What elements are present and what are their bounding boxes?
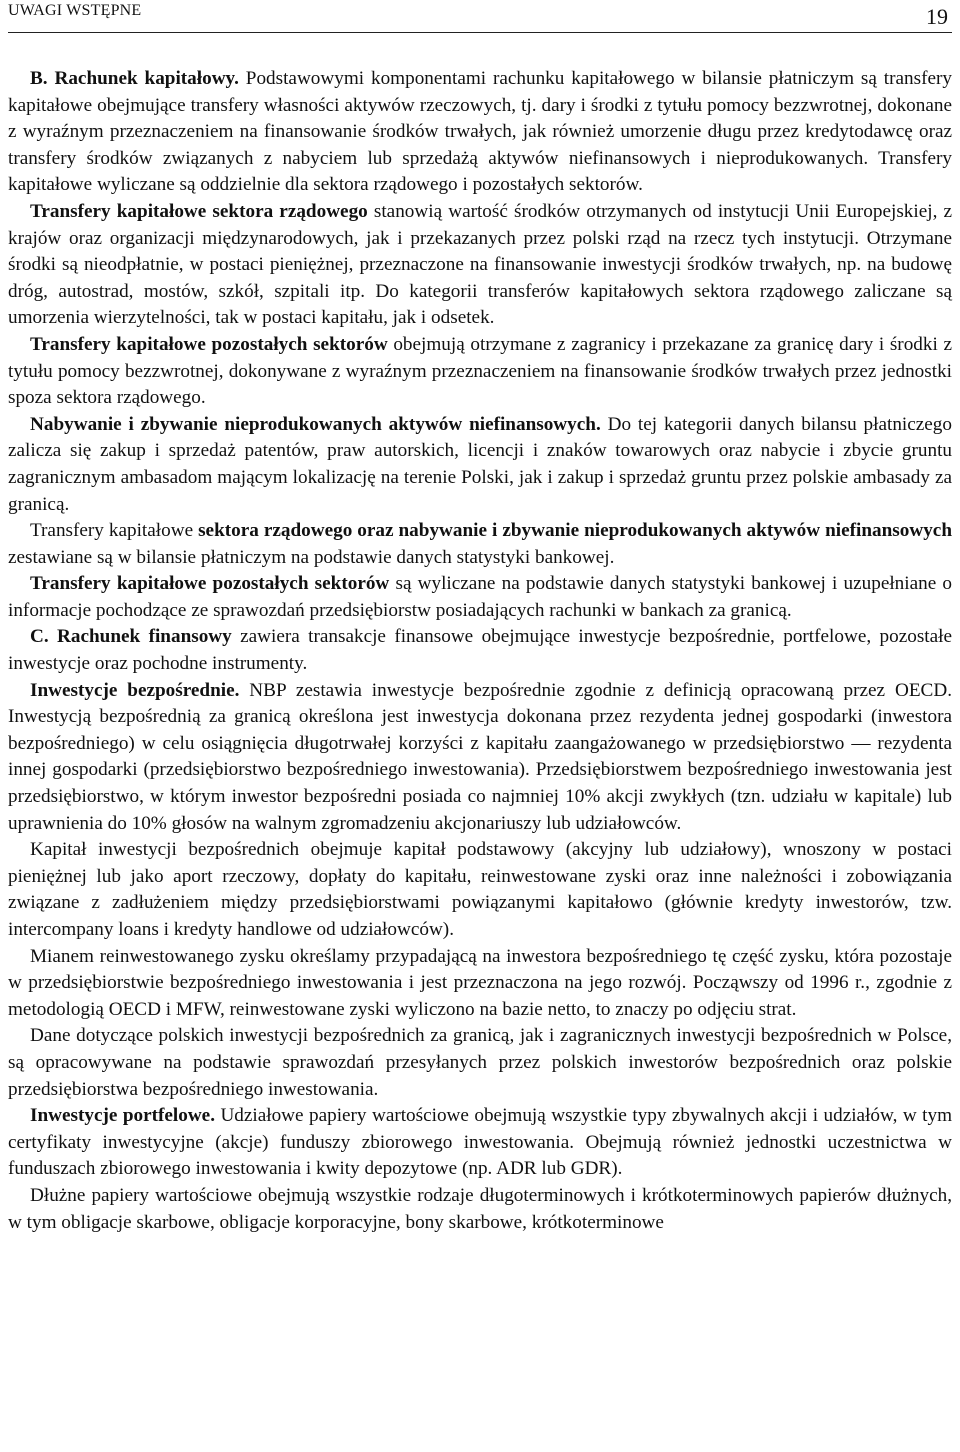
paragraph-text: Podstawowymi komponentami rachunku kapitałowego w bilansie płatniczym są transfery kapitałowe obejmujące transfery własności aktywów rzeczowych, tj. dary i środki z tytułu pomocy bezzwrotnej, dokonane z wyraźnym przeznaczeniem na finansowanie środków trwałych, jak również umorzenie długu przez kredytodawcę oraz transfery środków związanych z nabyciem lub sprzedażą aktywów niefinansowych i nieprodukowanych. Transfery kapitałowe wyliczane są oddzielnie dla sektora rządowego i pozostałych sektorów. xyxy=(8,68,952,196)
body-paragraph xyxy=(8,1183,952,1236)
body-paragraph xyxy=(8,571,952,624)
bold-heading-text: Transfery kapitałowe pozostałych sektorów xyxy=(30,573,390,595)
paragraph-text: Transfery kapitałowe xyxy=(30,520,199,542)
body-paragraph xyxy=(8,1103,952,1183)
bold-heading-text: Inwestycje portfelowe. xyxy=(30,1105,215,1127)
bold-heading-text: Transfery kapitałowe pozostałych sektorów xyxy=(30,333,388,355)
body-paragraph xyxy=(8,837,952,943)
running-header xyxy=(8,0,952,33)
paragraph-text: Dane dotyczące polskich inwestycji bezpośrednich za granicą, jak i zagranicznych inwestycji bezpośrednich w Polsce, są opracowywane na podstawie sprawozdań przesyłanych przez polskich inwestorów bezpośrednich oraz polskie przedsiębiorstwa bezpośredniego inwestowania. xyxy=(8,1025,952,1100)
paragraph-text: zestawiane są w bilansie płatniczym na podstawie danych statystyki bankowej. xyxy=(8,546,615,568)
bold-heading-text: Nabywanie i zbywanie nieprodukowanych aktywów niefinansowych. xyxy=(30,413,601,435)
paragraph-text: Mianem reinwestowanego zysku określamy przypadającą na inwestora bezpośredniego tę część zysku, która pozostaje w przedsiębiorstwie bezpośredniego inwestowania i jest przeznaczona na jego rozwój. Począwszy od 1996 r., zgodnie z metodologią OECD i MFW, reinwestowane zyski wyliczono na bazie netto, to znaczy po odjęciu strat. xyxy=(8,945,952,1020)
running-title: UWAGI WSTĘPNE xyxy=(8,2,142,19)
paragraph-text: Do tej kategorii danych bilansu płatniczego zalicza się zakup i sprzedaż patentów, praw autorskich, licencji i znaków towarowych oraz nabycie i zbycie gruntu zagranicznym ambasadom mającym lokalizację na terenie Polski, jak i zakup i sprzedaż gruntu przez polskie ambasady za granicą. xyxy=(8,413,952,515)
bold-heading-text: C. Rachunek finansowy xyxy=(30,626,232,648)
body-paragraph xyxy=(8,624,952,677)
paragraph-text: zawiera transakcje finansowe obejmujące inwestycje bezpośrednie, portfelowe, pozostałe inwestycje oraz pochodne instrumenty. xyxy=(8,626,952,675)
body-paragraph xyxy=(8,678,952,838)
bold-heading-text: sektora rządowego oraz nabywanie i zbywanie nieprodukowanych aktywów niefinansowych xyxy=(198,520,952,542)
paragraph-text: Dłużne papiery wartościowe obejmują wszystkie rodzaje długoterminowych i krótkoterminowych papierów dłużnych, w tym obligacje skarbowe, obligacje korporacyjne, bony skarbowe, krótkoterminowe xyxy=(8,1184,952,1233)
body-paragraph xyxy=(8,66,952,199)
bold-heading-text: Transfery kapitałowe sektora rządowego xyxy=(30,200,368,222)
body-paragraph xyxy=(8,332,952,412)
body-paragraph xyxy=(8,412,952,518)
body-paragraph xyxy=(8,518,952,571)
paragraph-text: są wyliczane na podstawie danych statystyki bankowej i uzupełniane o informacje pochodzące ze sprawozdań przedsiębiorstw posiadających rachunki w bankach za granicą. xyxy=(8,573,953,621)
body-paragraph xyxy=(8,199,952,332)
body-paragraph xyxy=(8,944,952,1024)
paragraph-text: Kapitał inwestycji bezpośrednich obejmuje kapitał podstawowy (akcyjny lub udziałowy), wnoszony w postaci pieniężnej lub jako aport rzeczowy, dopłaty do kapitału, reinwestowane zyski oraz inne należności i zobowiązania związane z zadłużeniem między przedsiębiorstwami powiązanymi kapitałowo (głównie kredyty inwestorów, tzw. intercompany loans i kredyty handlowe od udziałowców). xyxy=(8,839,952,940)
paragraph-text: NBP zestawia inwestycje bezpośrednie zgodnie z definicją opracowaną przez OECD. Inwestycją bezpośrednią za granicą określona jest inwestycja dokonana przez rezydenta jednej gospodarki (inwestora bezpośredniego) w celu osiągnięcia długotrwałej korzyści z kapitału zaangażowanego w przedsiębiorstwo — rezydenta innej gospodarki (przedsiębiorstwo bezpośredniego inwestowania). Przedsiębiorstwem bezpośredniego inwestowania jest przedsiębiorstwo, w którym inwestor bezpośredni posiada co najmniej 10% akcji zwykłych (tzn. udziału w kapitale) lub uprawnienia do 10% głosów na walnym zgromadzeniu akcjonariuszy lub udziałowców. xyxy=(8,679,952,834)
page-number: 19 xyxy=(926,4,948,29)
bold-heading-text: Inwestycje bezpośrednie. xyxy=(30,679,240,701)
paragraph-text: obejmują otrzymane z zagranicy i przekazane za granicę dary i środki z tytułu pomocy bezzwrotnej, dokonywane z wyraźnym przeznaczeniem na finansowanie środków trwałych przez jednostki spoza sektora rządowego. xyxy=(8,333,952,409)
paragraph-text: stanowią wartość środków otrzymanych od instytucji Unii Europejskiej, z krajów oraz organizacji międzynarodowych, jak i przekazanych przez polski rząd na rzecz tych instytucji. Otrzymane środki są nieodpłatnie, w postaci pieniężnej, przeznaczone na finansowanie inwestycji środków trwałych, np. na budowę dróg, autostrad, mostów, szkół, szpitali itp. Do kategorii transferów kapitałowych sektora rządowego zaliczane są umorzenia wierzytelności, tak w postaci kapitału, jak i odsetek. xyxy=(8,200,953,329)
text-body xyxy=(8,66,952,1236)
body-paragraph xyxy=(8,1023,952,1103)
paragraph-text: Udziałowe papiery wartościowe obejmują wszystkie typy zbywalnych akcji i udziałów, w tym certyfikaty inwestycyjne (akcje) funduszy zbiorowego inwestowania. Obejmują również jednostki uczestnictwa w funduszach zbiorowego inwestowania i kwity depozytowe (np. ADR lub GDR). xyxy=(8,1105,952,1180)
bold-heading-text: B. Rachunek kapitałowy. xyxy=(30,68,239,89)
